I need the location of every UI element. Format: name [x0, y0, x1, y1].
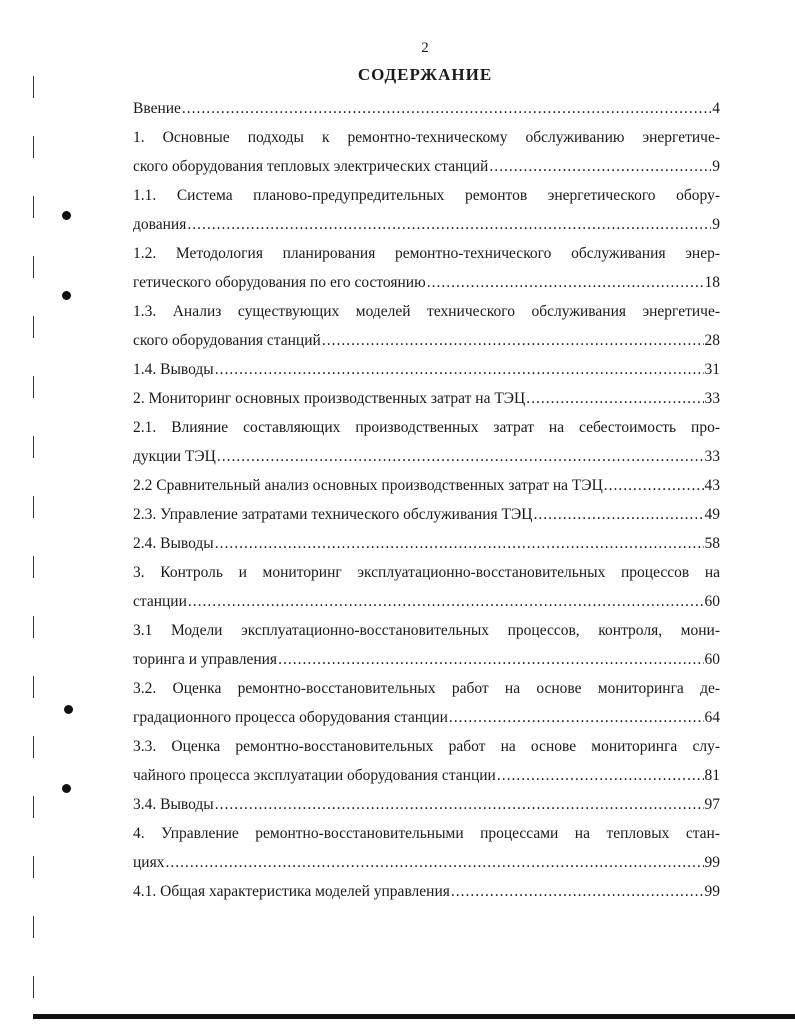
dot-leader	[427, 268, 704, 297]
toc-entry	[133, 181, 720, 239]
toc-entry-last-line	[133, 790, 720, 819]
toc-entry	[133, 558, 720, 616]
toc-entry-title-line: 1. Основные подходы к ремонтно-техническому обслуживанию энергетиче-	[133, 129, 720, 146]
toc-entry-last-line	[133, 703, 720, 732]
toc-entry-page-number: 81	[704, 767, 720, 784]
dot-leader	[217, 442, 704, 471]
toc-entry-page-number: 33	[704, 390, 720, 407]
toc-entry-title-line: 1.1. Система планово-предупредительных ремонтов энергетического обору-	[133, 187, 720, 204]
toc-entry-title-line: 3.1 Модели эксплуатационно-восстановительных процессов, контроля, мони-	[133, 622, 720, 639]
toc-entry-last-line	[133, 848, 720, 877]
toc-entry-page-number: 99	[704, 854, 720, 871]
punch-hole-mark	[64, 705, 73, 714]
toc-entry-last-line	[133, 587, 720, 616]
toc-entry	[133, 384, 720, 413]
toc-entry-text: 4.1. Общая характеристика моделей управления	[133, 883, 450, 900]
toc-entry-text: дукции ТЭЦ	[133, 448, 216, 465]
toc-entry-text: чайного процесса эксплуатации оборудования станции	[133, 767, 496, 784]
dot-leader	[497, 761, 704, 790]
toc-entry-text: торинга и управления	[133, 651, 278, 668]
punch-hole-mark	[62, 784, 71, 793]
toc-entry-title-line: 4. Управление ремонтно-восстановительными процессами на тепловых стан-	[133, 825, 720, 842]
toc-entry-last-line	[133, 268, 720, 297]
toc-entry	[133, 529, 720, 558]
table-of-contents	[133, 94, 720, 906]
toc-entry-last-line	[133, 94, 720, 123]
toc-entry-page-number: 31	[704, 361, 720, 378]
toc-entry-title-line: 1.2. Методология планирования ремонтно-технического обслуживания энер-	[133, 245, 720, 262]
toc-entry-last-line	[133, 355, 720, 384]
toc-entry-page-number: 58	[704, 535, 720, 552]
toc-entry-page-number: 9	[712, 158, 720, 175]
toc-entry-last-line	[133, 326, 720, 355]
toc-entry-last-line	[133, 384, 720, 413]
toc-entry-text: станции	[133, 593, 187, 610]
toc-entry-text: Ввение	[133, 100, 181, 117]
toc-entry-last-line	[133, 152, 720, 181]
toc-entry-text: 2. Мониторинг основных производственных затрат на ТЭЦ	[133, 390, 526, 407]
toc-entry-last-line	[133, 529, 720, 558]
toc-entry-last-line	[133, 471, 720, 500]
dot-leader	[322, 326, 704, 355]
dot-leader	[533, 500, 703, 529]
toc-entry-page-number: 64	[704, 709, 720, 726]
scan-bottom-edge	[33, 1014, 795, 1019]
dot-leader	[187, 210, 711, 239]
toc-entry-last-line	[133, 761, 720, 790]
toc-entry-page-number: 9	[712, 216, 720, 233]
toc-entry	[133, 94, 720, 123]
toc-entry-title-line: 3. Контроль и мониторинг эксплуатационно-восстановительных процессов на	[133, 564, 720, 581]
toc-entry	[133, 616, 720, 674]
toc-entry-page-number: 18	[704, 274, 720, 291]
toc-entry	[133, 297, 720, 355]
toc-entry-page-number: 4	[712, 100, 720, 117]
toc-entry-text: ского оборудования тепловых электрических станций	[133, 158, 489, 175]
toc-entry-text: 1.4. Выводы	[133, 361, 214, 378]
toc-entry	[133, 123, 720, 181]
dot-leader	[526, 384, 703, 413]
toc-entry-page-number: 49	[704, 506, 720, 523]
toc-entry-page-number: 43	[704, 477, 720, 494]
toc-entry-title-line: 2.1. Влияние составляющих производственных затрат на себестоимость про-	[133, 419, 720, 436]
punch-hole-mark	[62, 291, 71, 300]
toc-entry	[133, 500, 720, 529]
dot-leader	[182, 94, 711, 123]
toc-entry-title-line: 3.2. Оценка ремонтно-восстановительных работ на основе мониторинга де-	[133, 680, 720, 697]
dot-leader	[215, 529, 704, 558]
toc-entry-text: градационного процесса оборудования станции	[133, 709, 448, 726]
toc-entry-text: 2.4. Выводы	[133, 535, 214, 552]
toc-entry	[133, 355, 720, 384]
dot-leader	[451, 877, 704, 906]
toc-entry	[133, 239, 720, 297]
toc-entry	[133, 790, 720, 819]
toc-entry-page-number: 33	[704, 448, 720, 465]
toc-entry-title-line: 3.3. Оценка ремонтно-восстановительных работ на основе мониторинга слу-	[133, 738, 720, 755]
toc-entry-last-line	[133, 210, 720, 239]
toc-entry-page-number: 28	[704, 332, 720, 349]
toc-entry-text: 3.4. Выводы	[133, 796, 214, 813]
dot-leader	[489, 152, 711, 181]
toc-entry	[133, 413, 720, 471]
dot-leader	[449, 703, 704, 732]
toc-entry-text: ского оборудования станций	[133, 332, 321, 349]
dot-leader	[604, 471, 704, 500]
toc-entry-text: 2.2 Сравнительный анализ основных производственных затрат на ТЭЦ	[133, 477, 603, 494]
dot-leader	[215, 790, 704, 819]
dot-leader	[215, 355, 704, 384]
toc-entry-last-line	[133, 442, 720, 471]
dot-leader	[165, 848, 703, 877]
toc-entry-text: дования	[133, 216, 187, 233]
toc-entry-page-number: 60	[704, 593, 720, 610]
page-title: СОДЕРЖАНИЕ	[357, 65, 493, 84]
dot-leader	[188, 587, 704, 616]
toc-entry-last-line	[133, 877, 720, 906]
toc-entry	[133, 674, 720, 732]
dot-leader	[278, 645, 703, 674]
toc-entry-title-line: 1.3. Анализ существующих моделей технического обслуживания энергетиче-	[133, 303, 720, 320]
toc-entry	[133, 819, 720, 877]
toc-entry-page-number: 60	[704, 651, 720, 668]
toc-entry-text: 2.3. Управление затратами технического обслуживания ТЭЦ	[133, 506, 533, 523]
punch-hole-mark	[62, 211, 71, 220]
toc-entry	[133, 732, 720, 790]
toc-entry	[133, 877, 720, 906]
toc-entry-text: гетического оборудования по его состоянию	[133, 274, 426, 291]
page-number: 2	[421, 40, 429, 56]
toc-entry-page-number: 97	[704, 796, 720, 813]
scan-left-border	[33, 76, 34, 1016]
toc-entry	[133, 471, 720, 500]
toc-entry-page-number: 99	[704, 883, 720, 900]
toc-entry-last-line	[133, 645, 720, 674]
toc-entry-last-line	[133, 500, 720, 529]
toc-entry-text: циях	[133, 854, 165, 871]
